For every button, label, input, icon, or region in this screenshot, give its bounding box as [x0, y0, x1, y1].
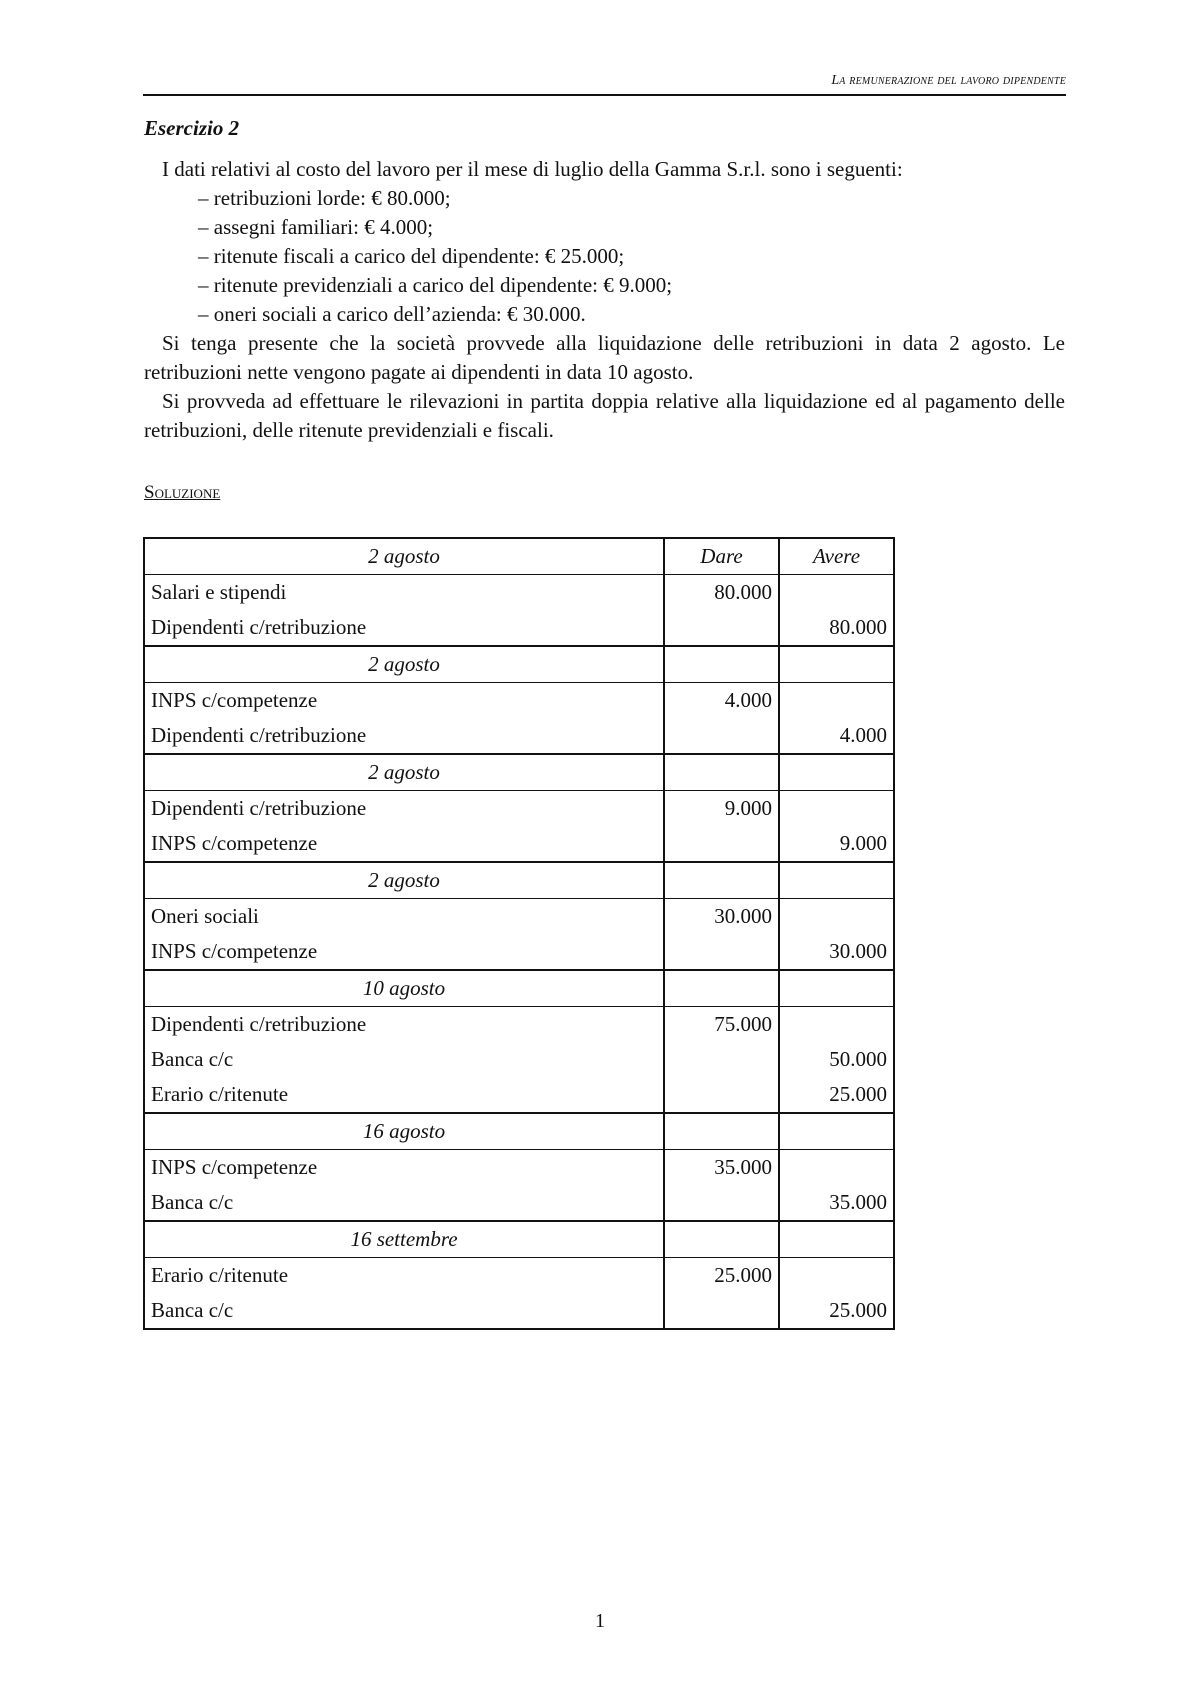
account-name: Erario c/ritenute	[144, 1077, 664, 1113]
account-name: Erario c/ritenute	[144, 1258, 664, 1294]
running-header: La remunerazione del lavoro dipendente	[831, 73, 1066, 88]
avere-amount	[779, 1258, 894, 1294]
journal-date-row	[144, 646, 894, 683]
account-name: Banca c/c	[144, 1042, 664, 1077]
journal-row	[144, 1258, 894, 1294]
avere-amount: 9.000	[779, 826, 894, 862]
avere-amount: 25.000	[779, 1077, 894, 1113]
entry-date: 16 agosto	[144, 1113, 664, 1150]
avere-column-header: Avere	[779, 538, 894, 575]
avere-amount: 80.000	[779, 610, 894, 646]
journal-table	[143, 537, 895, 1330]
exercise-paragraph-1: Si tenga presente che la società provvede alla liquidazione delle retribuzioni in data 2 agosto. Le retribuzioni nette vengono pagate ai dipendenti in data 10 agosto.	[144, 331, 1065, 384]
dare-amount	[664, 826, 779, 862]
journal-date-row	[144, 754, 894, 791]
dare-amount	[664, 610, 779, 646]
journal-row	[144, 1007, 894, 1043]
journal-date-row	[144, 862, 894, 899]
list-item: – assegni familiari: € 4.000;	[198, 215, 434, 239]
empty-cell	[664, 1113, 779, 1150]
avere-amount	[779, 899, 894, 935]
exercise-title: Esercizio 2	[144, 116, 240, 140]
empty-cell	[779, 1113, 894, 1150]
journal-date-row	[144, 970, 894, 1007]
page-number: 1	[595, 1610, 605, 1632]
journal-row	[144, 826, 894, 862]
empty-cell	[779, 646, 894, 683]
journal-row	[144, 1293, 894, 1329]
account-name: Dipendenti c/retribuzione	[144, 1007, 664, 1043]
dare-amount: 25.000	[664, 1258, 779, 1294]
avere-amount: 35.000	[779, 1185, 894, 1221]
avere-amount: 30.000	[779, 934, 894, 970]
empty-cell	[664, 646, 779, 683]
entry-date: 2 agosto	[144, 538, 664, 575]
list-item: – ritenute fiscali a carico del dipendente: € 25.000;	[198, 244, 625, 268]
journal-row	[144, 1185, 894, 1221]
journal-date-row	[144, 538, 894, 575]
entry-date: 16 settembre	[144, 1221, 664, 1258]
dare-amount: 9.000	[664, 791, 779, 827]
account-name: Dipendenti c/retribuzione	[144, 610, 664, 646]
journal-row	[144, 1077, 894, 1113]
avere-amount	[779, 1150, 894, 1186]
avere-amount: 50.000	[779, 1042, 894, 1077]
journal-row	[144, 718, 894, 754]
journal-row	[144, 791, 894, 827]
journal-row	[144, 683, 894, 719]
dare-amount: 30.000	[664, 899, 779, 935]
avere-amount: 25.000	[779, 1293, 894, 1329]
empty-cell	[664, 970, 779, 1007]
account-name: Dipendenti c/retribuzione	[144, 791, 664, 827]
account-name: INPS c/competenze	[144, 934, 664, 970]
dare-column-header: Dare	[664, 538, 779, 575]
journal-row	[144, 1150, 894, 1186]
dare-amount: 80.000	[664, 575, 779, 611]
journal-date-row	[144, 1113, 894, 1150]
account-name: INPS c/competenze	[144, 1150, 664, 1186]
dare-amount	[664, 1185, 779, 1221]
empty-cell	[779, 754, 894, 791]
dare-amount: 4.000	[664, 683, 779, 719]
account-name: INPS c/competenze	[144, 683, 664, 719]
dare-amount	[664, 1293, 779, 1329]
exercise-paragraph-2: Si provveda ad effettuare le rilevazioni in partita doppia relative alla liquidazione ed al pagamento delle retribuzioni, delle ritenute previdenziali e fiscali.	[144, 389, 1065, 442]
empty-cell	[779, 970, 894, 1007]
entry-date: 2 agosto	[144, 646, 664, 683]
entry-date: 2 agosto	[144, 862, 664, 899]
empty-cell	[664, 862, 779, 899]
account-name: Banca c/c	[144, 1293, 664, 1329]
avere-amount	[779, 1007, 894, 1043]
dare-amount	[664, 934, 779, 970]
journal-row	[144, 575, 894, 611]
entry-date: 10 agosto	[144, 970, 664, 1007]
header-rule	[143, 94, 1066, 96]
account-name: Dipendenti c/retribuzione	[144, 718, 664, 754]
journal-row	[144, 610, 894, 646]
dare-amount	[664, 1042, 779, 1077]
exercise-intro: I dati relativi al costo del lavoro per il mese di luglio della Gamma S.r.l. sono i seguenti:	[162, 157, 903, 181]
empty-cell	[779, 862, 894, 899]
entry-date: 2 agosto	[144, 754, 664, 791]
account-name: Banca c/c	[144, 1185, 664, 1221]
avere-amount	[779, 575, 894, 611]
empty-cell	[664, 754, 779, 791]
dare-amount: 75.000	[664, 1007, 779, 1043]
account-name: Salari e stipendi	[144, 575, 664, 611]
dare-amount: 35.000	[664, 1150, 779, 1186]
empty-cell	[779, 1221, 894, 1258]
account-name: INPS c/competenze	[144, 826, 664, 862]
avere-amount	[779, 683, 894, 719]
empty-cell	[664, 1221, 779, 1258]
exercise-text	[144, 155, 1065, 445]
avere-amount: 4.000	[779, 718, 894, 754]
journal-row	[144, 1042, 894, 1077]
avere-amount	[779, 791, 894, 827]
journal-row	[144, 934, 894, 970]
journal-date-row	[144, 1221, 894, 1258]
list-item: – ritenute previdenziali a carico del dipendente: € 9.000;	[198, 273, 673, 297]
journal-row	[144, 899, 894, 935]
solution-heading: Soluzione	[144, 482, 221, 503]
dare-amount	[664, 718, 779, 754]
list-item: – retribuzioni lorde: € 80.000;	[198, 186, 451, 210]
account-name: Oneri sociali	[144, 899, 664, 935]
dare-amount	[664, 1077, 779, 1113]
list-item: – oneri sociali a carico dell’azienda: € 30.000.	[198, 302, 586, 326]
